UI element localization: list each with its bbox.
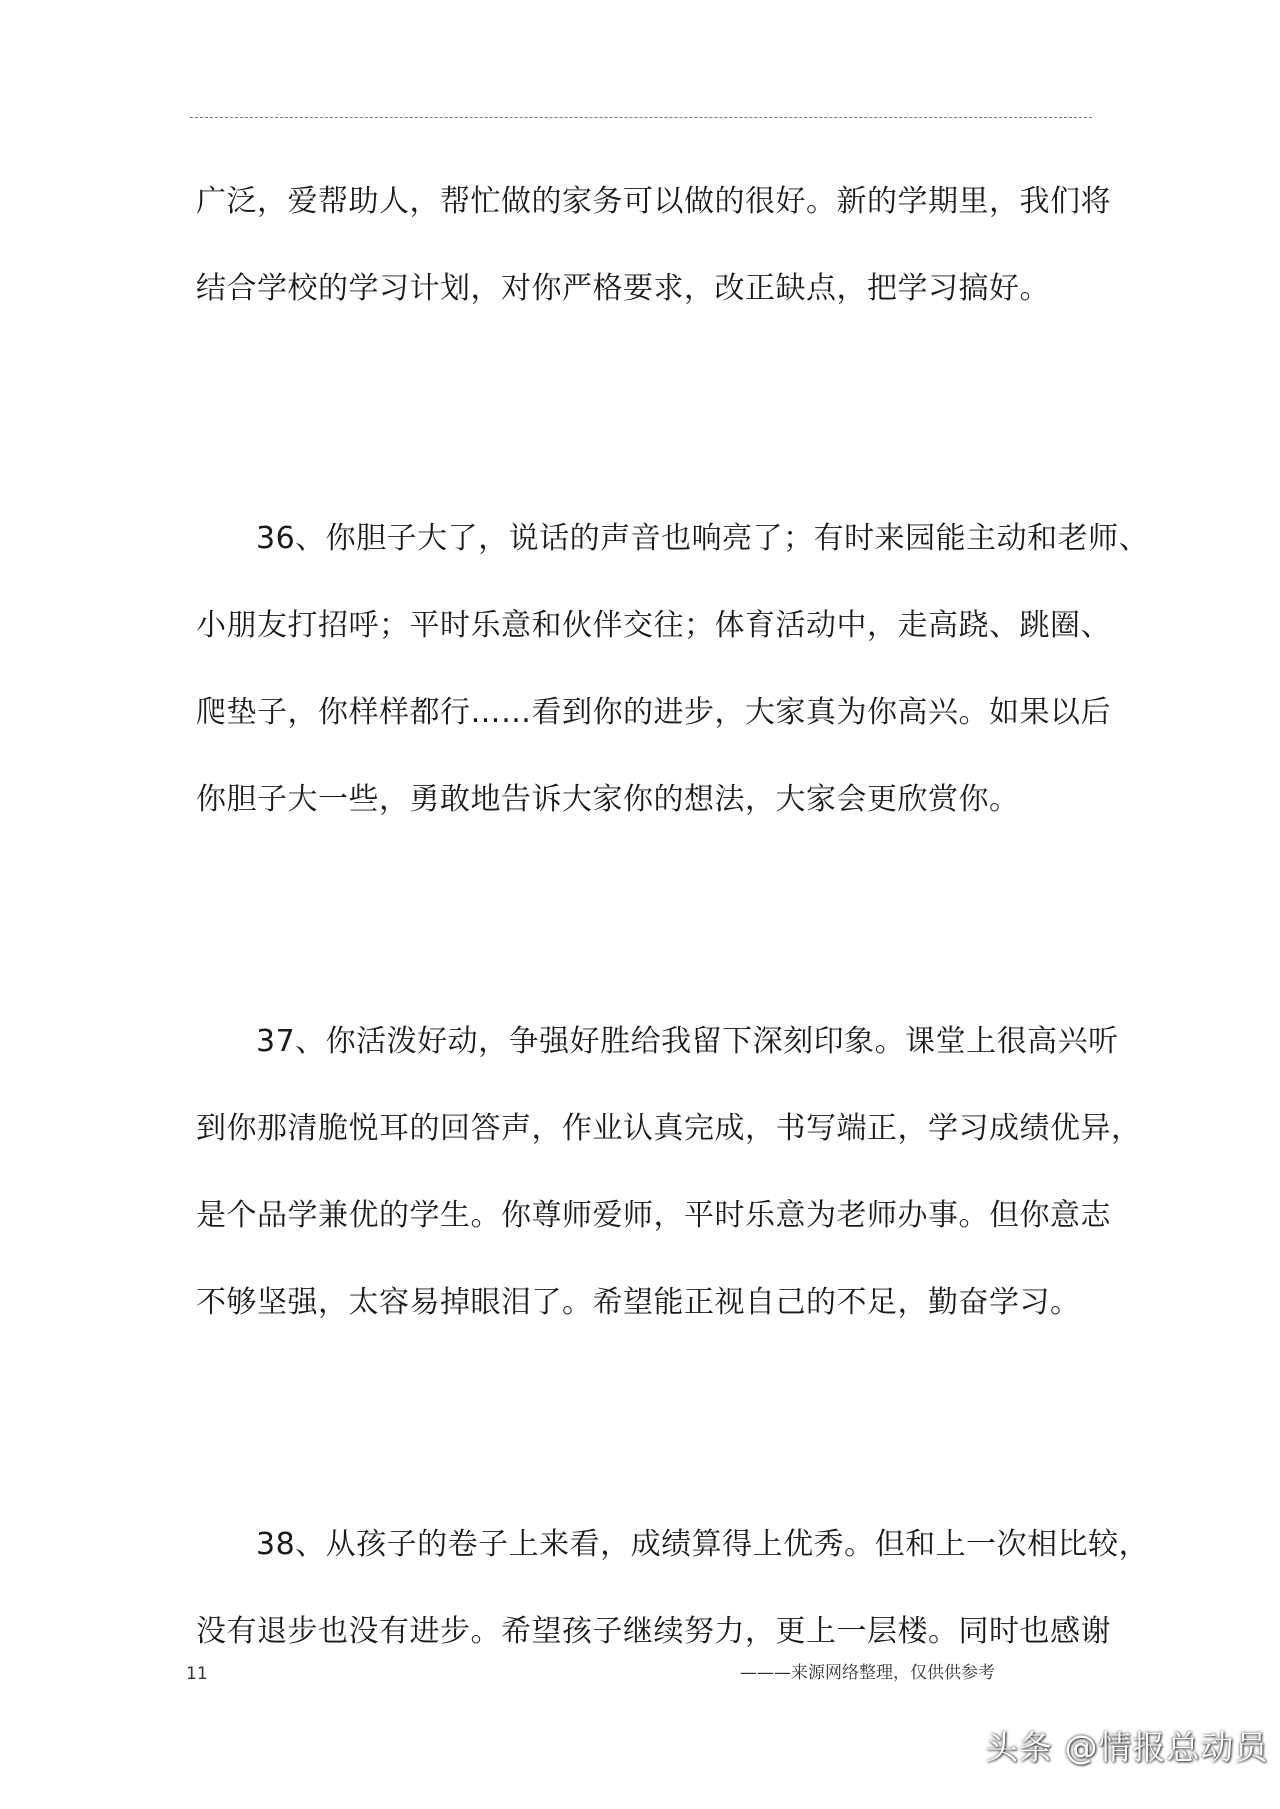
watermark-text: 头条 @情报总动员 <box>985 1728 1269 1767</box>
paragraph-line: 广泛，爱帮助人，帮忙做的家务可以做的很好。新的学期里，我们将 <box>196 184 1111 219</box>
header-divider <box>190 117 1092 118</box>
paragraph-line: 不够坚强，太容易掉眼泪了。希望能正视自己的不足，勤奋学习。 <box>196 1285 1081 1320</box>
paragraph-line: 结合学校的学习计划，对你严格要求，改正缺点，把学习搞好。 <box>196 271 1050 306</box>
paragraph-continued <box>196 180 1111 354</box>
paragraph-36 <box>196 517 1150 865</box>
paragraph-line: 没有退步也没有进步。希望孩子继续努力，更上一层楼。同时也感谢 <box>196 1614 1111 1649</box>
footer-source-note: ———来源网络整理，仅供供参考 <box>740 1663 995 1683</box>
paragraph-line: 是个品学兼优的学生。你尊师爱师，平时乐意为老师办事。但你意志 <box>196 1198 1111 1233</box>
paragraph-line: 你胆子大一些，勇敢地告诉大家你的想法，大家会更欣赏你。 <box>196 782 1020 817</box>
paragraph-line: 小朋友打招呼；平时乐意和伙伴交往；体育活动中，走高跷、跳圈、 <box>196 608 1111 643</box>
paragraph-line: 37、你活泼好动，争强好胜给我留下深刻印象。课堂上很高兴听 <box>256 1024 1119 1059</box>
page-number: 11 <box>186 1664 208 1684</box>
paragraph-37 <box>196 1020 1142 1368</box>
paragraph-line: 爬垫子，你样样都行……看到你的进步，大家真为你高兴。如果以后 <box>196 695 1111 730</box>
paragraph-line: 38、从孩子的卷子上来看，成绩算得上优秀。但和上一次相比较， <box>256 1527 1150 1562</box>
paragraph-line: 36、你胆子大了，说话的声音也响亮了；有时来园能主动和老师、 <box>256 521 1150 556</box>
paragraph-line: 到你那清脆悦耳的回答声，作业认真完成，书写端正，学习成绩优异， <box>196 1111 1142 1146</box>
